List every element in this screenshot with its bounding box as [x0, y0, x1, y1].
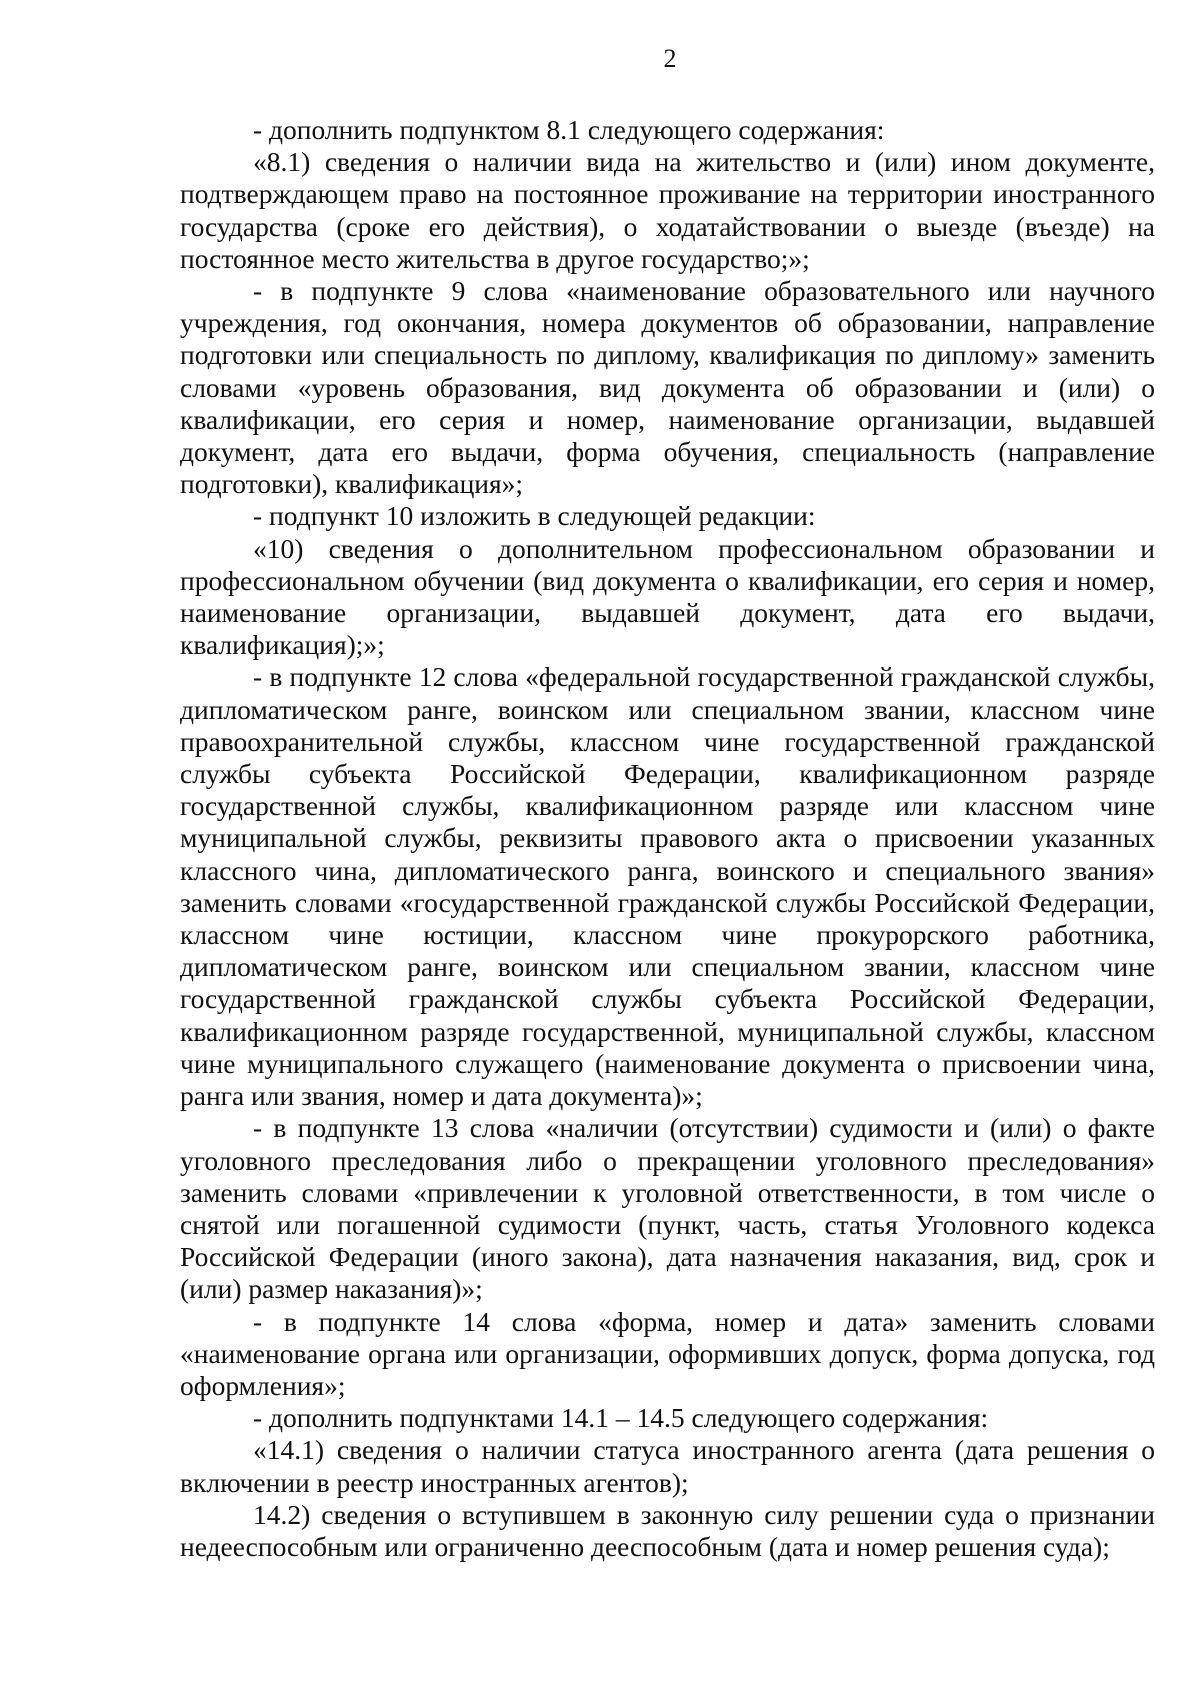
paragraph-subitem-10-restate: - подпункт 10 изложить в следующей редакции:: [253, 500, 816, 532]
paragraph-subitem-14-2-text: 14.2) сведения о вступившем в законную силу решении суда о признании недееспособным или ограниченно дееспособным (дата и номер решения суда);: [180, 1498, 1155, 1562]
page-number: 2: [663, 44, 677, 73]
paragraph-subitem-12-amendment: - в подпункте 12 слова «федеральной государственной гражданской службы, дипломатическом ранге, воинском или специальном звании, классном чине правоохранительной службы, классном чине государственной гражданской службы субъекта Российской Федерации, квалификационном разряде государственной службы, квалификационном разряде или классном чине муниципальной службы, реквизиты правового акта о присвоении указанных классного чина, дипломатического ранга, воинского и специального звания» заменить словами «государственной гражданской службы Российской Федерации, классном чине юстиции, классном чине прокурорского работника, дипломатическом ранге, воинском или специальном звании, классном чине государственной гражданской службы субъекта Российской Федерации, квалификационном разряде государственной, муниципальной службы, классном чине муниципального служащего (наименование документа о присвоении чина, ранга или звания, номер и дата документа)»;: [180, 661, 1155, 1112]
paragraph-add-subitems-14-1-14-5: - дополнить подпунктами 14.1 – 14.5 следующего содержания:: [253, 1402, 989, 1434]
paragraph-subitem-10-text: «10) сведения о дополнительном профессиональном образовании и профессиональном обучении (вид документа о квалификации, его серия и номер, наименование организации, выдавшей документ, дата его выдачи, квалификация);»;: [180, 532, 1155, 661]
paragraph-add-subitem-8-1: - дополнить подпунктом 8.1 следующего содержания:: [253, 114, 885, 145]
document-body: [180, 114, 1155, 1563]
paragraph-subitem-14-amendment: - в подпункте 14 слова «форма, номер и дата» заменить словами «наименование органа или организации, оформивших допуск, форма допуска, год оформления»;: [180, 1305, 1155, 1401]
paragraph-subitem-13-amendment: - в подпункте 13 слова «наличии (отсутствии) судимости и (или) о факте уголовного преследования либо о прекращении уголовного преследования» заменить словами «привлечении к уголовной ответственности, в том числе о снятой или погашенной судимости (пункт, часть, статья Уголовного кодекса Российской Федерации (иного закона), дата назначения наказания, вид, срок и (или) размер наказания)»;: [180, 1112, 1155, 1305]
paragraph-subitem-9-amendment: - в подпункте 9 слова «наименование образовательного или научного учреждения, год окончания, номера документов об образовании, направление подготовки или специальность по диплому, квалификация по диплому» заменить словами «уровень образования, вид документа об образовании и (или) о квалификации, его серия и номер, наименование организации, выдавшей документ, дата его выдачи, форма обучения, специальность (направление подготовки), квалификация»;: [180, 275, 1155, 500]
paragraph-subitem-8-1-text: «8.1) сведения о наличии вида на жительство и (или) ином документе, подтверждающем право на постоянное проживание на территории иностранного государства (сроке его действия), о ходатайствовании о выезде (въезде) на постоянное место жительства в другое государство;»;: [180, 146, 1155, 274]
paragraph-subitem-14-1-text: «14.1) сведения о наличии статуса иностранного агента (дата решения о включении в реестр иностранных агентов);: [180, 1434, 1155, 1498]
